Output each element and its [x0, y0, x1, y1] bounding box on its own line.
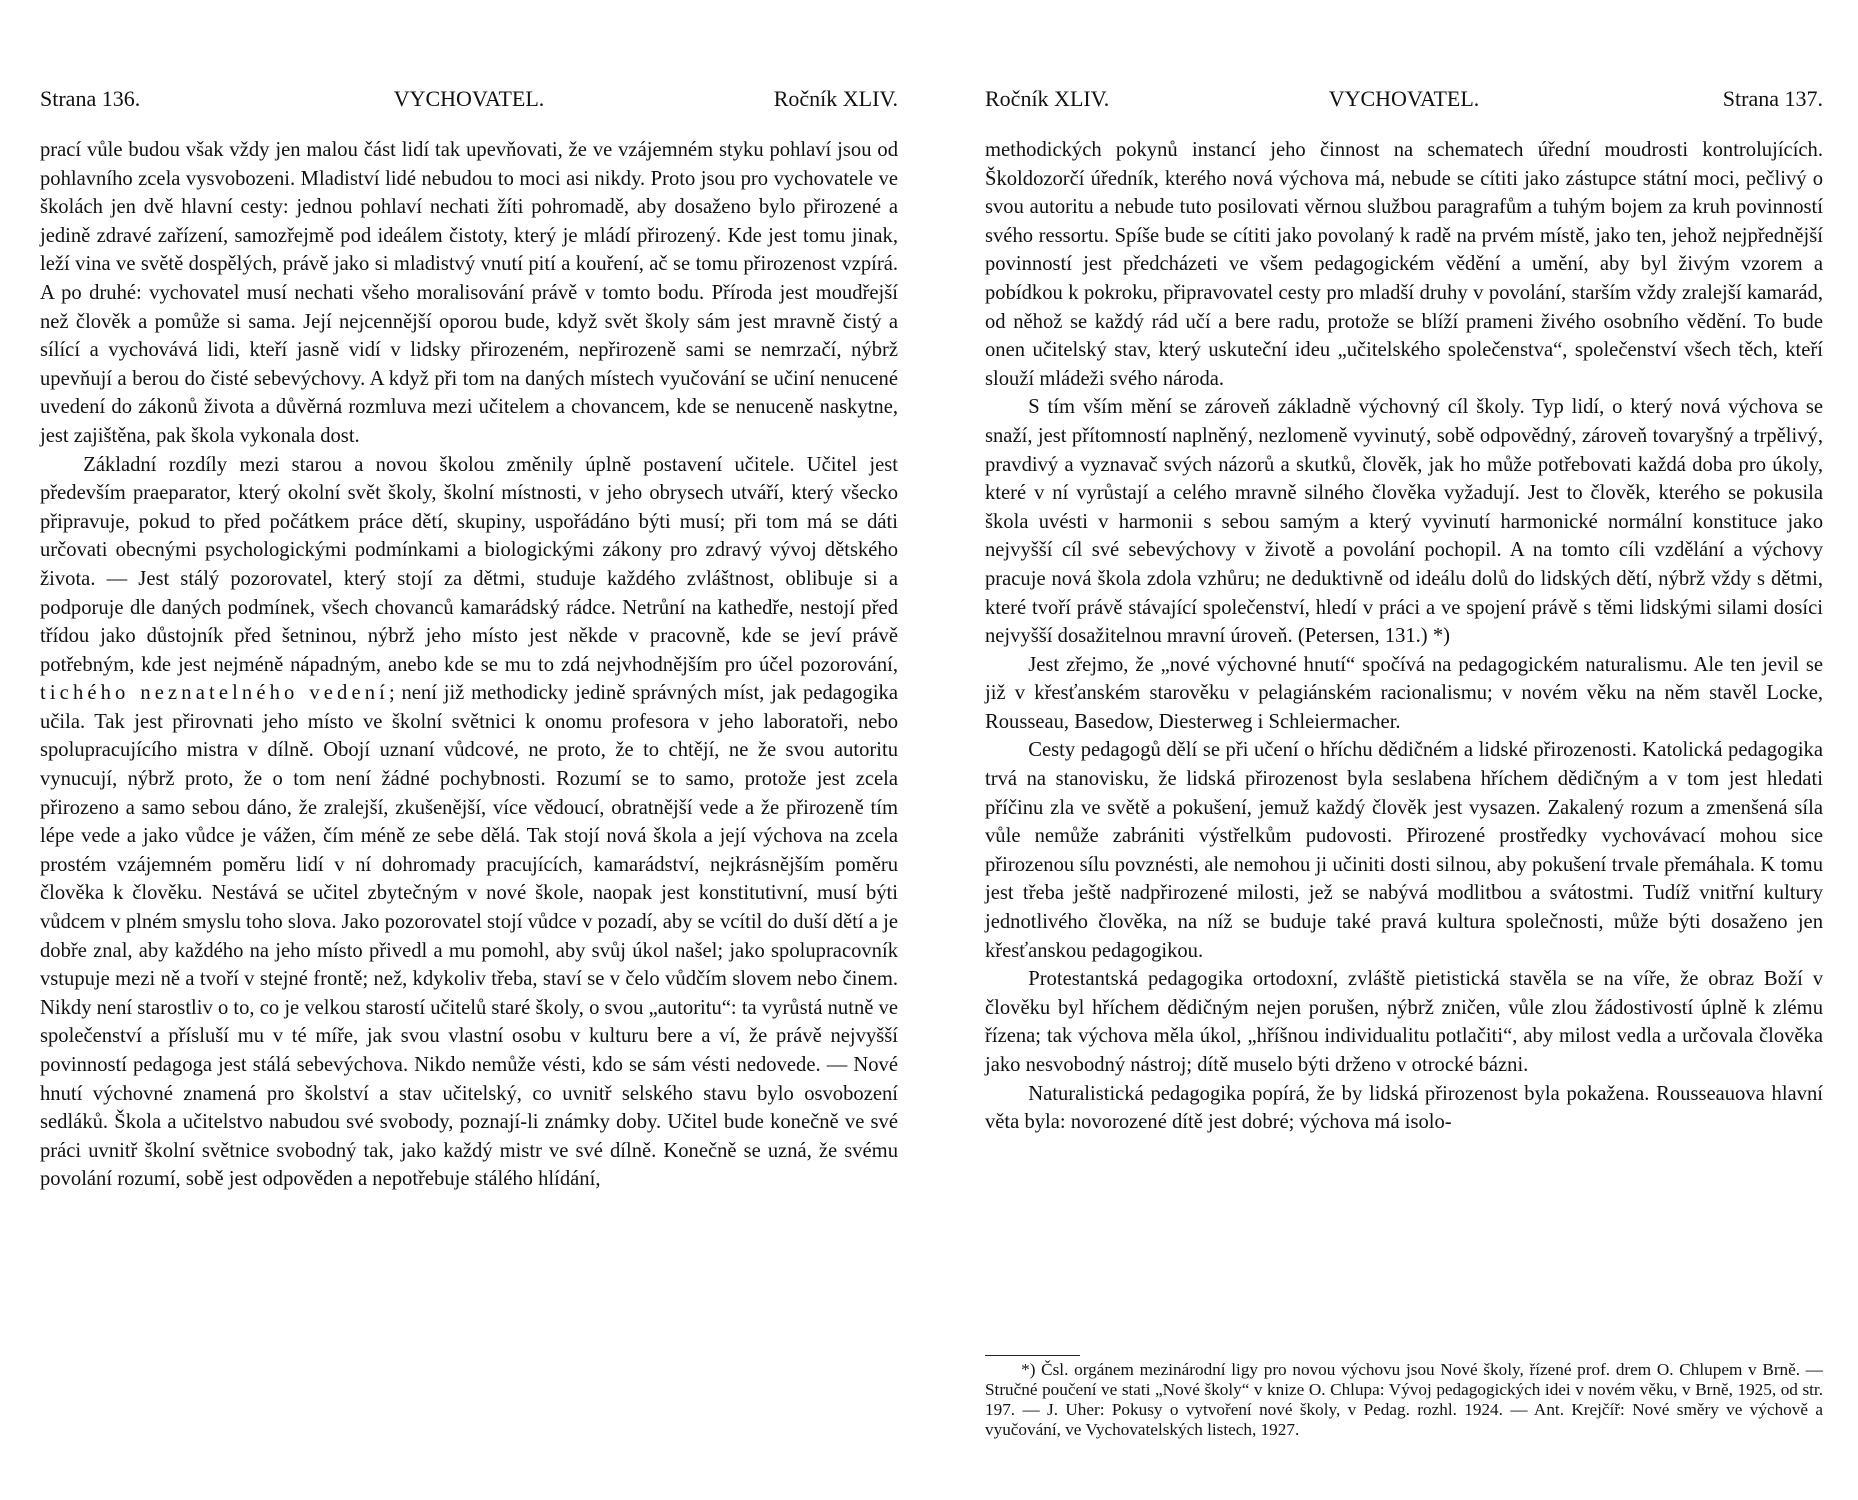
- footnote: [985, 1360, 1823, 1440]
- body-text: [985, 136, 1823, 1137]
- page-header: [40, 86, 898, 116]
- body-text: [40, 136, 898, 1194]
- journal-title: VYCHOVATEL.: [393, 86, 545, 111]
- footnote-text: *) Čsl. orgánem mezinárodní ligy pro novou výchovu jsou Nové školy, řízené prof. drem O. Chlupem v Brně. — Stručné poučení ve stati „Nové školy“ v knize O. Chlupa: Vývoj pedagogických idei v novém věku, v Brně, 1925, od str. 197. — J. Uher: Pokusy o vytvoření nové školy, v Pedag. rozhl. 1924. — Ant. Krejčíř: Nové směry ve výchově a vyučování, ve Vychovatelských listech, 1927.: [985, 1360, 1823, 1439]
- paragraph: [40, 451, 898, 1194]
- paragraph: Naturalistická pedagogika popírá, že by lidská přirozenost byla pokažena. Rousseauova hlavní věta byla: novorozené dítě jest dobré; výchova má isolo-: [985, 1082, 1823, 1134]
- paragraph: Jest zřejmo, že „nové výchovné hnutí“ spočívá na pedagogickém naturalismu. Ale ten jevil se již v křesťanském starověku v pelagiánském racionalismu; v novém věku na něm stavěl Locke, Rousseau, Basedow, Diesterweg i Schleiermacher.: [985, 653, 1823, 733]
- paragraph: methodických pokynů instancí jeho činnost na schematech úřední moudrosti kontrolujících. Školdozorčí úředník, kterého nová výchova má, nebude se cítiti jako zástupce státní moci, pečlivý o svou autoritu a nebude tuto posilovati věrnou službou paragrafům a tuhým bojem za kruh povinností svého ressortu. Spíše bude se cítiti jako povolaný k radě na prvém místě, jako ten, jehož nejpřednější povinností jest předcházeti ve všem pedagogickém vědění a umění, aby byl živým vzorem a pobídkou k pokroku, připravovatel cesty pro mladší druhy v povolání, starším vždy zralejší kamarád, od něhož se každý rád učí a bere radu, protože se blíží prameni živého osobního vědění. To bude onen učitelský stav, který uskuteční ideu „učitelského společenstva“, společenství všech těch, kteří slouží mládeži svého národa.: [985, 139, 1823, 390]
- footnote-divider: [985, 1355, 1080, 1356]
- paragraph-text: Základní rozdíly mezi starou a novou školou změnily úplně postavení učitele. Učitel jest především praeparator, který okolní svět školy, školní místnosti, v jeho obrysech utváří, který všecko připravuje, pokud to před počátkem práce dětí, skupiny, uspořádáno býti musí; při tom má se dáti určovati obecnými psychologickými podmínkami a biologickými zákony pro zdravý vývoj dětského života. — Jest stálý pozorovatel, který stojí za dětmi, studuje každého zvláštnost, oblibuje si a podporuje dle daných podmínek, všech chovanců kamarádský rádce. Netrůní na kathedře, nestojí před třídou jako důstojník před šetninou, nýbrž jeho místo jest někde v pracovně, kde se jeví právě potřebným, kde jest nejméně nápadným, anebo kde se mu to zdá nejvhodnějším pro účel pozorování,: [40, 453, 898, 676]
- paragraph: Protestantská pedagogika ortodoxní, zvláště pietistická stavěla se na víře, že obraz Boží v člověku byl hříchem dědičným nejen porušen, nýbrž zničen, vůle zlou žádostivostí úplně k zlému řízena; tak výchova měla úkol, „hříšnou individualitu potlačiti“, aby milost vedla a určovala člověka jako nesvobodný nástroj; dítě muselo býti drženo v otrocké bázni.: [985, 968, 1823, 1076]
- journal-title: VYCHOVATEL.: [1328, 86, 1480, 111]
- volume-label: Ročník XLIV.: [985, 86, 1110, 111]
- paragraph: S tím vším mění se zároveň základně výchovný cíl školy. Typ lidí, o který nová výchova se snaží, jest přítomností naplněný, nezlomeně vyvinutý, sobě odpovědný, zároveň tovaryšný a trpělivý, pravdivý a vyznavač svých názorů a skutků, člověk, jak ho může potřebovati každá doba pro úkoly, které v ní vyrůstají a celého mravně silného člověka vyžadují. Jest to člověk, kterého se pokusila škola uvésti v harmonii s sebou samým a který vyvinutí harmonické normální konstituce jako nejvyšší cíl své sebevýchovy v životě a povolání pochopil. A na tomto cíli vzdělání a výchovy pracuje nová škola zdola vzhůru; ne deduktivně od ideálu dolů do lidských dětí, nýbrž vždy s dětmi, které tvoří právě stávající společenství, hledí v práci a ve spojení právě s těmi lidskými silami dosíci nejvyšší dosažitelnou mravní úroveň. (Petersen, 131.) *): [985, 396, 1823, 648]
- page-number: Strana 136.: [40, 86, 141, 111]
- paragraph: Cesty pedagogů dělí se při učení o hříchu dědičném a lidské přirozenosti. Katolická pedagogika trvá na stanovisku, že lidská přirozenost byla seslabena hříchem dědičným a v tom jest hledati příčinu zla ve světě a pokušení, jemuž každý člověk jest vysazen. Zakalený rozum a zmenšená síla vůle nemůže zabrániti výstřelkům pudovosti. Přirozené prostředky vychovávací mohou sice přirozenou sílu povznésti, ale nemohou ji učiniti dosti silnou, aby pokušení trvale přemáhala. K tomu jest třeba ještě nadpřirozené milosti, jež se nabývá modlitbou a svátostmi. Tudíž vnitřní kultury jednotlivého člověka, na níž se buduje také pravá kultura společnosti, může býti dosaženo jen křesťanskou pedagogikou.: [985, 739, 1823, 962]
- paragraph-text: ; není již methodicky jedině správných míst, jak pedagogika učila. Tak jest přirovnati jeho místo ve školní světnici k onomu profesora v jeho laboratoři, nebo spolupracujícího mistra v dílně. Obojí uznaní vůdcové, ne proto, že to chtějí, ne že svou autoritu vynucují, nýbrž proto, že o tom není žádné pochybnosti. Rozumí se to samo, protože jest zcela přirozeno a samo sebou dáno, že zralejší, zkušenější, více vědoucí, obratnější vede a že přirozeně tím lépe vede a jako vůdce je vážen, čím méně ze sebe dělá. Tak stojí nová škola a její výchova na zcela prostém vzájemném poměru lidí v ní dohromady pracujících, kamarádství, nejkrásnějším poměru člověka k člověku. Nestává se učitel zbytečným v nové škole, naopak jest konstitutivní, musí býti vůdcem v plném smyslu toho slova. Jako pozorovatel stojí vůdce v pozadí, aby se vcítil do duší dětí a je dobře znal, aby každého na jeho místo přivedl a mu pomohl, aby svůj úkol našel; jako spolupracovník vstupuje mezi ně a tvoří v stejné frontě; než, kdykoliv třeba, staví se v čelo vůdčím slovem nebo činem. Nikdy není starostliv o to, co je velkou starostí učitelů staré školy, o svou „autoritu“: ta vyrůstá nutně ve společenství a přísluší mu v té míře, jak svou vlastní osobu v kulturu bere a ví, že právě nejvyšší povinností pedagoga jest stálá sebevýchova. Nikdo nemůže vésti, kdo se sám vésti nedovede. — Nové hnutí výchovné znamená pro školství a stav učitelský, co uvnitř selského stavu bylo osvobození sedláků. Škola a učitelstvo nabudou své svobody, poznají-li známky doby. Učitel bude konečně ve své práci uvnitř školní světnice svobodný tak, jako každý mistr ve své dílně. Konečně se uzná, že svému povolání rozumí, sobě jest odpověden a nepotřebuje stálého hlídání,: [40, 682, 898, 1191]
- page-number: Strana 137.: [1722, 86, 1823, 111]
- spaced-emphasis: tichého neznatelného vedení: [40, 682, 389, 705]
- paragraph: prací vůle budou však vždy jen malou část lidí tak upevňovati, že ve vzájemném styku pohlaví jsou od pohlavního zcela vysvobozeni. Mladiství lidé nebudou to moci asi nikdy. Proto jsou pro vychovatele ve školách jen dvě hlavní cesty: jednou pohlaví nechati žíti pohromadě, aby dosaženo bylo přirozené a jedině zdravé zařízení, samozřejmě pod ideálem čistoty, který je mládí přirozený. Kde jest tomu jinak, leží vina ve světě dospělých, právě jako si mladistvý vnutí pití a kouření, ač se tomu přirozenost vzpírá. A po druhé: vychovatel musí nechati všeho moralisování právě v tomto bodu. Příroda jest moudřejší než člověk a pomůže si sama. Její nejcennější oporou bude, když svět školy sám jest mravně čistý a sílící a vychovává lidi, kteří jasně vidí v lidsky přirozeném, nepřirozeně sami se nemrzačí, nýbrž upevňují a berou do čisté sebevýchovy. A když při tom na daných místech vyučování se učiní nenucené uvedení do zákonů života a důvěrná rozmluva mezi učitelem a chovancem, kde se nenuceně naskytne, jest zajištěna, pak škola vykonala dost.: [40, 139, 898, 447]
- volume-label: Ročník XLIV.: [773, 86, 898, 111]
- page-header: [985, 86, 1823, 116]
